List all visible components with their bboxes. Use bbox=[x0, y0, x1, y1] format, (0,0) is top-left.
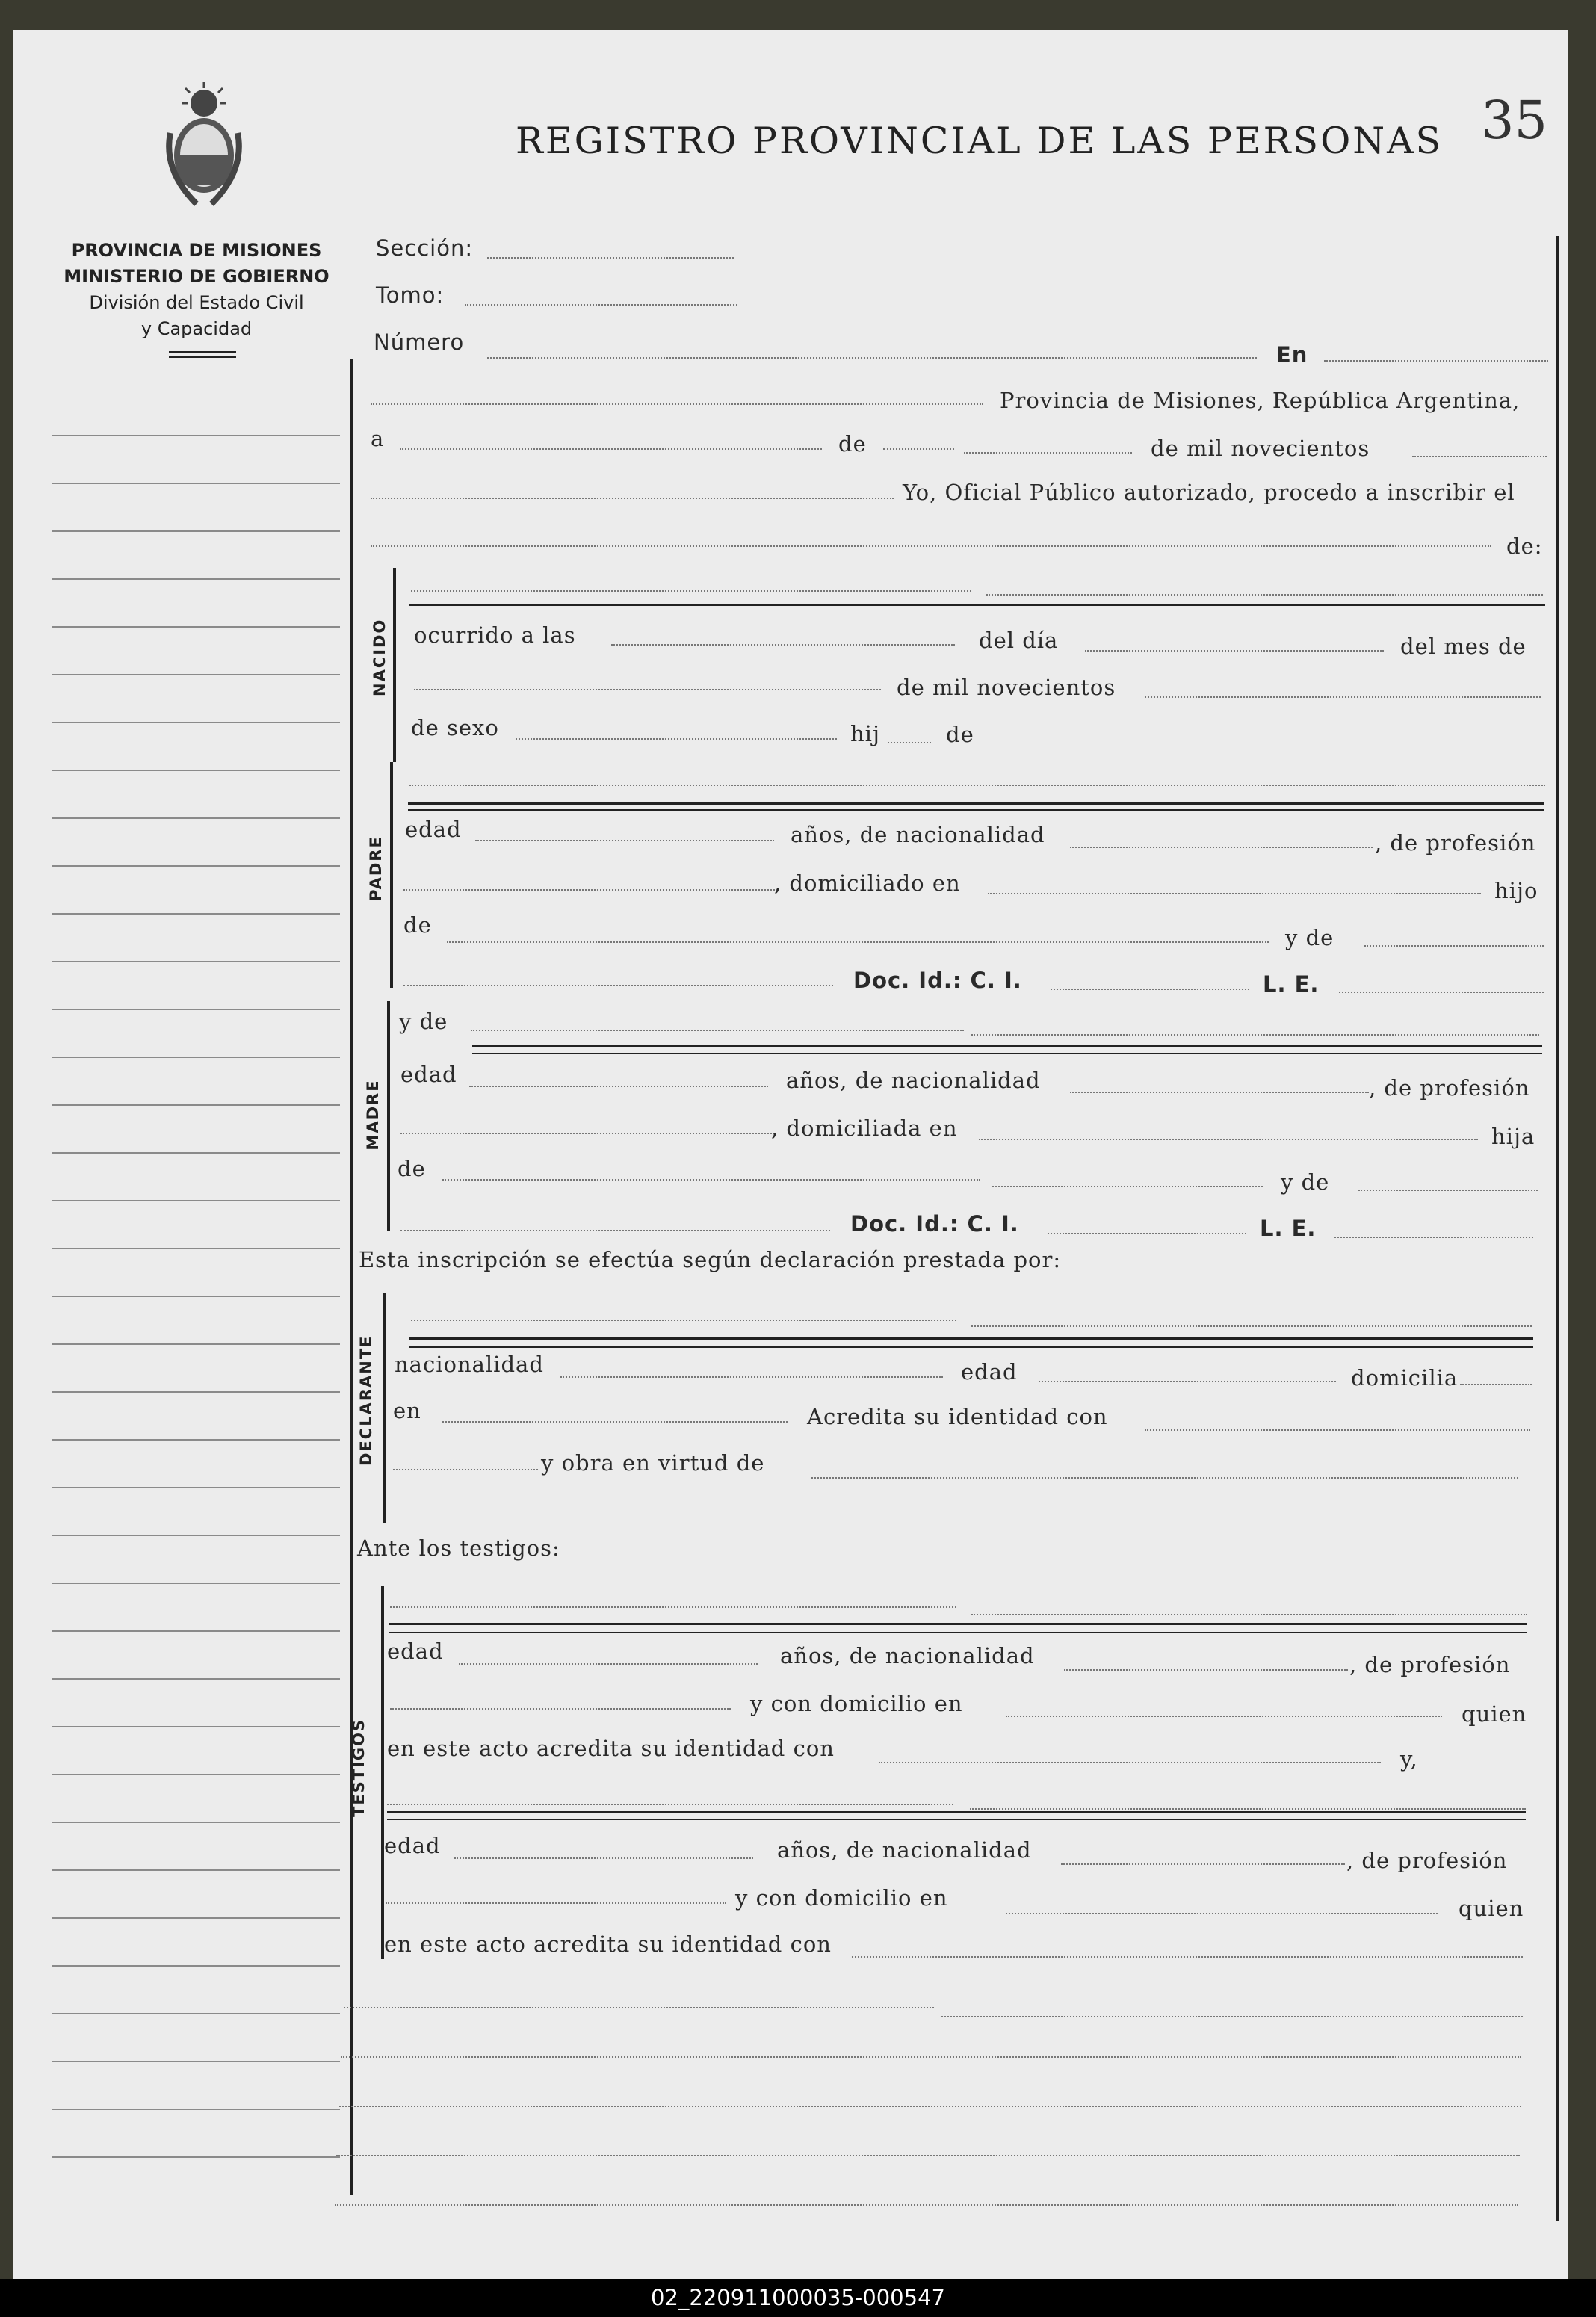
right-border bbox=[1556, 236, 1559, 2221]
field-declarante-domicilia[interactable] bbox=[1460, 1384, 1532, 1385]
field-testigo1-nombre-2[interactable] bbox=[971, 1614, 1527, 1615]
padre-bracket bbox=[390, 762, 393, 988]
field-padre-abuelo[interactable] bbox=[447, 941, 1269, 943]
label-provincia: Provincia de Misiones, República Argentina, bbox=[1000, 388, 1521, 413]
field-del-mes[interactable] bbox=[414, 689, 881, 690]
label-nacido-de-mil: de mil novecientos bbox=[897, 675, 1116, 700]
field-padre-domicilio[interactable] bbox=[988, 893, 1481, 894]
label-declarante: DECLARANTE bbox=[357, 1334, 375, 1466]
label-yo: Yo, Oficial Público autorizado, procedo a inscribir el bbox=[903, 480, 1515, 505]
label-de-colon: de: bbox=[1506, 533, 1543, 559]
scan-id-bar: 02_220911000035-000547 bbox=[0, 2279, 1596, 2317]
field-testigo1-edad[interactable] bbox=[459, 1663, 758, 1665]
rule-madre-top-2 bbox=[472, 1053, 1542, 1054]
field-madre-nacionalidad[interactable] bbox=[1070, 1092, 1369, 1093]
field-padre-nombre[interactable] bbox=[409, 785, 1545, 786]
label-madre-domiciliada: , domiciliada en bbox=[771, 1116, 958, 1141]
field-declarante-obra[interactable] bbox=[811, 1477, 1518, 1479]
field-testigo1-identidad[interactable] bbox=[879, 1762, 1381, 1763]
field-testigo2-nombre[interactable] bbox=[387, 1804, 953, 1805]
label-numero: Número bbox=[374, 330, 465, 355]
label-padre: PADRE bbox=[367, 835, 385, 901]
label-declarante-domicilia: domicilia bbox=[1351, 1365, 1459, 1390]
label-madre-y-de: y de bbox=[399, 1009, 448, 1034]
label-madre-le: L. E. bbox=[1260, 1216, 1317, 1241]
label-testigo1-anios: años, de nacionalidad bbox=[780, 1643, 1035, 1668]
label-testigo2-quien: quien bbox=[1459, 1896, 1524, 1921]
field-declarante-domicilio[interactable] bbox=[442, 1421, 788, 1423]
field-padre-le[interactable] bbox=[1339, 992, 1544, 993]
field-madre-abuelo-2[interactable] bbox=[992, 1186, 1263, 1187]
label-madre-doc: Doc. Id.: C. I. bbox=[850, 1211, 1019, 1237]
rule-testigo1 bbox=[389, 1623, 1527, 1625]
org-line3: División del Estado Civil bbox=[89, 292, 304, 313]
org-underline-2 bbox=[169, 356, 236, 358]
margin-divider bbox=[350, 359, 353, 2195]
label-testigo2-profesion: , de profesión bbox=[1346, 1848, 1508, 1873]
field-madre-nombre[interactable] bbox=[471, 1030, 964, 1031]
label-nacido: NACIDO bbox=[371, 618, 389, 696]
ruled-line-1b[interactable] bbox=[941, 2016, 1523, 2017]
rule-testigo2 bbox=[387, 1811, 1526, 1813]
field-padre-edad[interactable] bbox=[475, 840, 774, 841]
ruled-line-4[interactable] bbox=[336, 2155, 1520, 2156]
label-padre-de: de bbox=[403, 912, 432, 938]
field-mes-2[interactable] bbox=[964, 452, 1132, 454]
field-declarante-identidad[interactable] bbox=[1145, 1429, 1530, 1431]
rule-declarante-2 bbox=[409, 1346, 1533, 1348]
label-nacido-de: de bbox=[946, 722, 974, 747]
field-dia[interactable] bbox=[400, 448, 822, 450]
label-padre-edad: edad bbox=[405, 817, 462, 842]
rule-padre-top-2 bbox=[408, 809, 1544, 811]
ruled-line-1[interactable] bbox=[344, 2007, 934, 2008]
org-line1: PROVINCIA DE MISIONES bbox=[71, 240, 322, 261]
label-testigo2-anios: años, de nacionalidad bbox=[777, 1837, 1032, 1863]
org-line2: MINISTERIO DE GOBIERNO bbox=[64, 266, 330, 287]
field-madre-profesion[interactable] bbox=[400, 1133, 774, 1134]
label-testigo2-domicilio: y con domicilio en bbox=[735, 1885, 948, 1911]
label-padre-hijo: hijo bbox=[1494, 878, 1538, 903]
field-numero[interactable] bbox=[487, 357, 1257, 359]
label-testigo2-edad: edad bbox=[384, 1833, 441, 1858]
label-testigo1-profesion: , de profesión bbox=[1349, 1652, 1511, 1677]
ruled-line-3[interactable] bbox=[339, 2106, 1521, 2107]
rule-testigo2-2 bbox=[387, 1819, 1526, 1820]
label-testigo1-acto: en este acto acredita su identidad con bbox=[387, 1736, 835, 1761]
label-declarante-acredita: Acredita su identidad con bbox=[807, 1404, 1108, 1429]
label-testigos: TESTIGOS bbox=[350, 1718, 368, 1817]
field-inscribir[interactable] bbox=[371, 545, 1491, 547]
label-tomo: Tomo: bbox=[376, 282, 445, 308]
label-padre-doc: Doc. Id.: C. I. bbox=[853, 968, 1022, 993]
field-testigo2-nombre-2[interactable] bbox=[970, 1808, 1526, 1810]
field-seccion[interactable] bbox=[487, 257, 734, 259]
org-line4: y Capacidad bbox=[140, 318, 253, 339]
field-madre-abuela[interactable] bbox=[1358, 1190, 1538, 1191]
field-testigo2-domicilio[interactable] bbox=[1006, 1913, 1438, 1914]
field-nombre-2[interactable] bbox=[986, 594, 1543, 596]
label-testigo1-domicilio: y con domicilio en bbox=[750, 1691, 963, 1716]
declarante-bracket bbox=[383, 1293, 386, 1523]
label-madre-profesion: , de profesión bbox=[1369, 1075, 1530, 1101]
label-a: a bbox=[371, 426, 385, 451]
field-anio-2[interactable] bbox=[371, 498, 894, 499]
label-madre-de: de bbox=[398, 1156, 426, 1181]
label-ocurrido: ocurrido a las bbox=[414, 622, 576, 648]
field-testigo2-profesion[interactable] bbox=[386, 1902, 726, 1904]
label-de-mil: de mil novecientos bbox=[1151, 436, 1370, 461]
label-testigo1-quien: quien bbox=[1462, 1701, 1527, 1727]
field-mes[interactable] bbox=[883, 448, 954, 450]
field-testigo1-nacionalidad[interactable] bbox=[1064, 1669, 1348, 1671]
coat-of-arms-icon bbox=[155, 81, 253, 218]
nacido-bracket bbox=[393, 568, 396, 762]
field-padre-ci[interactable] bbox=[1051, 989, 1249, 990]
label-declarante-obra: y obra en virtud de bbox=[541, 1450, 765, 1476]
field-padre-profesion[interactable] bbox=[403, 889, 777, 891]
label-padre-profesion: , de profesión bbox=[1375, 830, 1536, 856]
label-madre-edad: edad bbox=[400, 1062, 457, 1087]
field-lugar[interactable] bbox=[371, 403, 983, 405]
field-hij[interactable] bbox=[888, 742, 931, 743]
label-testigo1-edad: edad bbox=[387, 1639, 444, 1664]
field-madre-ci[interactable] bbox=[1048, 1233, 1246, 1234]
rule-testigo1-2 bbox=[389, 1632, 1527, 1633]
field-sexo[interactable] bbox=[516, 738, 837, 740]
label-de-sexo: de sexo bbox=[411, 715, 499, 740]
label-declarante-edad: edad bbox=[961, 1359, 1018, 1385]
label-en: En bbox=[1276, 342, 1308, 368]
rule-padre-top bbox=[408, 802, 1544, 805]
document-title: REGISTRO PROVINCIAL DE LAS PERSONAS bbox=[516, 120, 1444, 162]
field-declarante-nombre[interactable] bbox=[411, 1320, 956, 1321]
label-madre: MADRE bbox=[364, 1079, 382, 1151]
label-padre-domiciliado: , domiciliado en bbox=[774, 870, 961, 896]
rule-madre-top bbox=[472, 1045, 1542, 1047]
field-declarante-nombre-2[interactable] bbox=[971, 1325, 1532, 1327]
field-madre-abuelo[interactable] bbox=[442, 1179, 980, 1181]
label-del-dia: del día bbox=[979, 628, 1059, 653]
label-testigos-intro: Ante los testigos: bbox=[357, 1535, 560, 1561]
field-testigo1-profesion[interactable] bbox=[390, 1708, 731, 1710]
field-testigo2-edad[interactable] bbox=[454, 1857, 753, 1859]
label-de: de bbox=[838, 431, 867, 457]
field-anio[interactable] bbox=[1412, 456, 1547, 457]
label-hij: hij bbox=[850, 721, 880, 746]
label-del-mes: del mes de bbox=[1400, 634, 1527, 659]
label-madre-hija: hija bbox=[1491, 1124, 1535, 1149]
label-padre-y-de: y de bbox=[1285, 925, 1334, 950]
field-testigo1-domicilio[interactable] bbox=[1006, 1716, 1442, 1717]
field-hora[interactable] bbox=[611, 644, 955, 646]
ruled-line-5[interactable] bbox=[335, 2204, 1518, 2206]
field-del-dia[interactable] bbox=[1085, 650, 1384, 652]
label-madre-y-de-2: y de bbox=[1281, 1169, 1330, 1195]
field-tomo[interactable] bbox=[465, 304, 737, 306]
field-padre-abuela[interactable] bbox=[1364, 945, 1544, 947]
field-nacido-anio[interactable] bbox=[1145, 696, 1541, 698]
rule-nacido bbox=[409, 604, 1545, 606]
field-declarante-edad[interactable] bbox=[1039, 1381, 1336, 1382]
field-padre-nacionalidad[interactable] bbox=[1070, 847, 1373, 848]
field-testigo2-identidad[interactable] bbox=[852, 1956, 1523, 1958]
field-madre-edad[interactable] bbox=[469, 1086, 768, 1087]
madre-bracket bbox=[387, 1001, 390, 1231]
label-seccion: Sección: bbox=[376, 235, 474, 261]
label-padre-anios: años, de nacionalidad bbox=[791, 822, 1045, 847]
field-declarante-identidad-2[interactable] bbox=[393, 1469, 538, 1470]
ruled-line-2[interactable] bbox=[341, 2056, 1521, 2058]
field-madre-abuela-2[interactable] bbox=[400, 1230, 830, 1231]
field-declarante-nacionalidad[interactable] bbox=[560, 1376, 943, 1378]
field-madre-le[interactable] bbox=[1334, 1237, 1533, 1238]
field-madre-nombre-2[interactable] bbox=[971, 1034, 1539, 1036]
field-testigo1-nombre[interactable] bbox=[390, 1606, 956, 1608]
label-padre-le: L. E. bbox=[1263, 971, 1320, 997]
label-testigo2-acto: en este acto acredita su identidad con bbox=[384, 1931, 832, 1957]
field-nombre[interactable] bbox=[411, 590, 971, 592]
testigos-bracket bbox=[381, 1586, 384, 1959]
org-underline bbox=[169, 351, 236, 353]
field-madre-domicilio[interactable] bbox=[979, 1139, 1478, 1140]
label-madre-anios: años, de nacionalidad bbox=[786, 1068, 1041, 1093]
rule-declarante bbox=[409, 1337, 1533, 1340]
label-declarante-en: en bbox=[393, 1398, 421, 1423]
field-padre-abuela-2[interactable] bbox=[403, 985, 833, 986]
label-testigo1-y: y, bbox=[1400, 1746, 1418, 1772]
field-en[interactable] bbox=[1324, 360, 1548, 362]
label-declarante-nacionalidad: nacionalidad bbox=[395, 1352, 544, 1377]
field-testigo2-nacionalidad[interactable] bbox=[1061, 1863, 1345, 1865]
label-declarante-intro: Esta inscripción se efectúa según declaración prestada por: bbox=[359, 1247, 1062, 1272]
page-number: 35 bbox=[1481, 90, 1548, 151]
margin-lines bbox=[52, 389, 340, 2197]
